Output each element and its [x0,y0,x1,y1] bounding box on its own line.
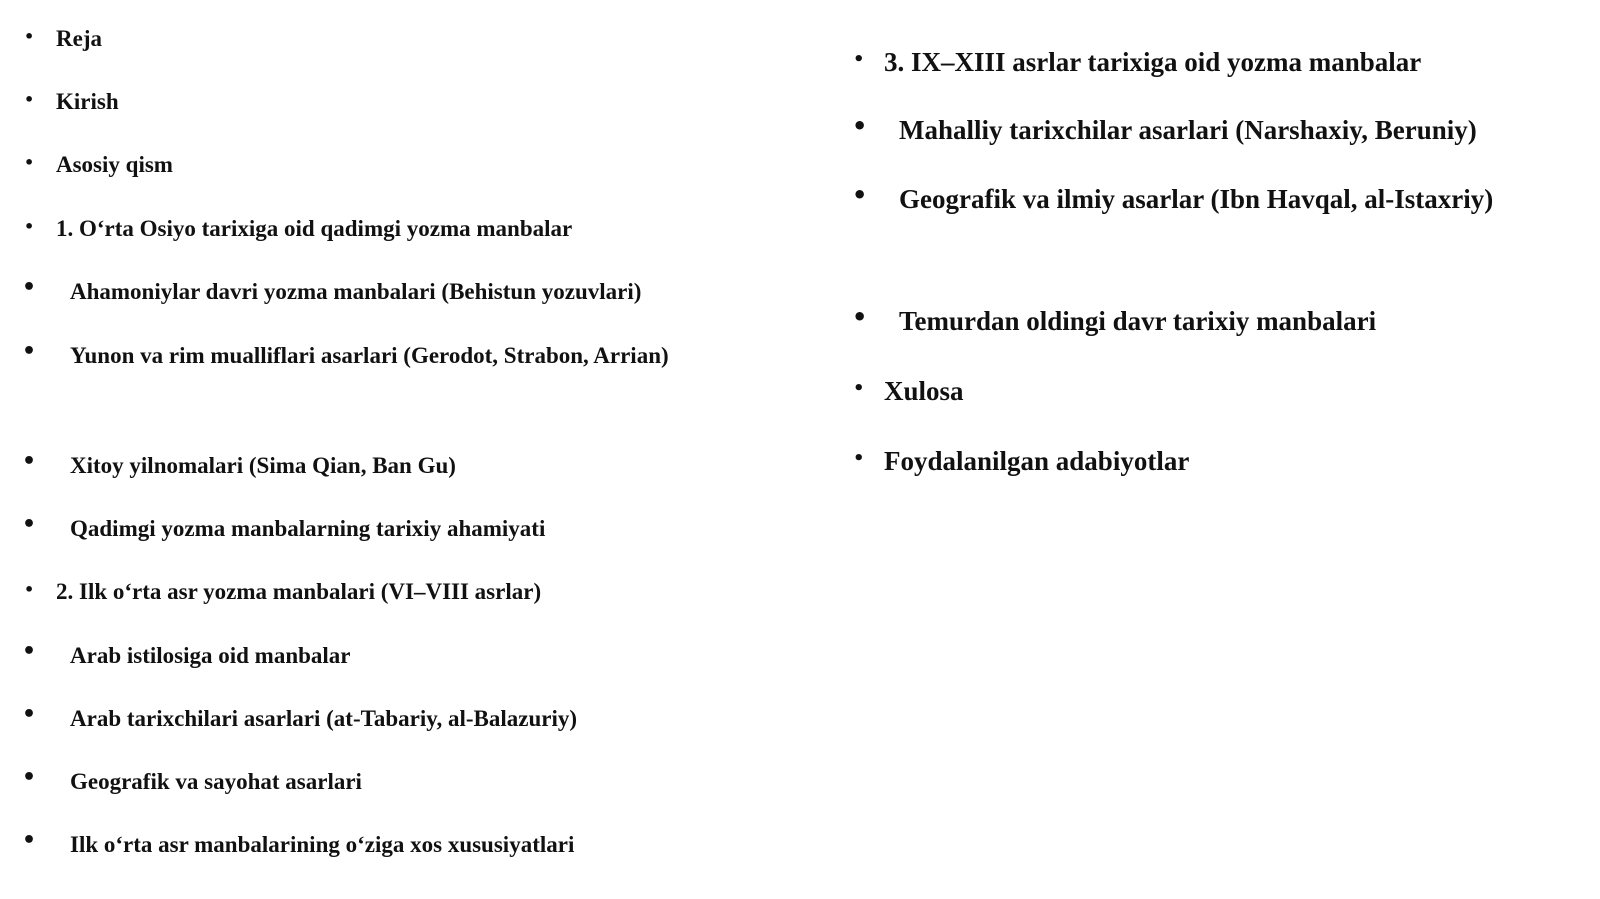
bullet-icon: • [22,828,37,853]
outline-subitem-text: Ahamoniylar davri yozma manbalari (Behistun yozuvlari) [70,279,642,304]
outline-subitem-text: Temurdan oldingi davr tarixiy manbalari [899,306,1377,336]
outline-subitem-text: Qadimgi yozma manbalarning tarixiy ahamiyati [70,516,546,541]
outline-subitem-text: Geografik va ilmiy asarlar (Ibn Havqal, al-Istaxriy) [899,184,1494,214]
bullet-icon: • [852,303,868,331]
bullet-icon: • [853,448,865,469]
outline-item-text: Xulosa [884,376,964,406]
bullet-icon: • [24,153,35,172]
bullet-icon: • [853,49,865,70]
bullet-icon: • [22,765,37,790]
bullet-icon: • [22,449,37,474]
outline-item-text: 1. O‘rta Osiyo tarixiga oid qadimgi yozma manbalar [56,216,573,241]
outline-item-text: 3. IX–XIII asrlar tarixiga oid yozma manbalar [884,47,1422,77]
outline-subitem-text: Xitoy yilnomalari (Sima Qian, Ban Gu) [70,453,456,478]
bullet-icon: • [22,512,37,537]
bullet-icon: • [22,275,37,300]
outline-subitem-text: Ilk o‘rta asr manbalarining o‘ziga xos xususiyatlari [70,832,575,857]
outline-subitem-text: Arab tarixchilari asarlari (at-Tabariy, al-Balazuriy) [70,706,578,731]
bullet-icon: • [24,580,35,599]
outline-subitem-text: Geografik va sayohat asarlari [70,769,362,794]
bullet-icon: • [24,217,35,236]
bullet-icon: • [22,639,37,664]
bullet-icon: • [24,27,35,46]
bullet-icon: • [852,181,868,209]
outline-item-text: Kirish [56,89,119,114]
outline-item-text: Foydalanilgan adabiyotlar [884,446,1190,476]
outline-subitem-text: Arab istilosiga oid manbalar [70,643,351,668]
outline-item-text: 2. Ilk o‘rta asr yozma manbalari (VI–VIII asrlar) [56,579,542,604]
outline-item-text: Reja [56,26,102,51]
bullet-icon: • [853,378,865,399]
outline-item-text: Asosiy qism [56,152,173,177]
outline-subitem-text: Yunon va rim mualliflari asarlari (Gerodot, Strabon, Arrian) [70,343,669,368]
bullet-icon: • [22,702,37,727]
bullet-icon: • [22,339,37,364]
bullet-icon: • [24,90,35,109]
bullet-icon: • [852,112,868,140]
outline-subitem-text: Mahalliy tarixchilar asarlari (Narshaxiy, Beruniy) [899,115,1477,145]
